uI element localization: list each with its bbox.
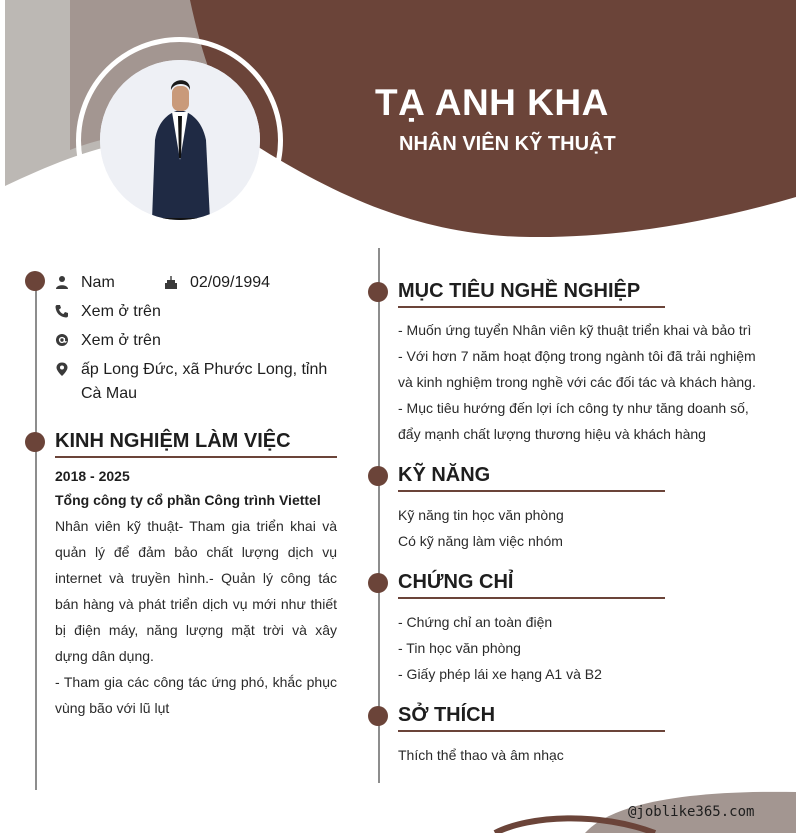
objective-dot	[368, 282, 388, 302]
certificate-item: - Tin học văn phòng	[398, 640, 521, 656]
certificate-item: - Giấy phép lái xe hạng A1 và B2	[398, 666, 602, 682]
objective-item: - Muốn ứng tuyển Nhân viên kỹ thuật triển khai và bảo trì	[398, 322, 752, 338]
certificate-item: - Chứng chỉ an toàn điện	[398, 614, 553, 630]
hobbies-title: SỞ THÍCH	[398, 704, 665, 732]
skill-item: Có kỹ năng làm việc nhóm	[398, 533, 563, 549]
watermark: @joblike365.com	[628, 804, 755, 820]
experience-company: Tổng công ty cổ phần Công trình Viettel	[55, 492, 321, 508]
hobbies-list	[398, 742, 564, 768]
birthday-row	[164, 271, 270, 295]
hobbies-dot	[368, 706, 388, 726]
gender-row	[55, 271, 115, 295]
left-timeline	[35, 285, 37, 790]
birthday-value: 02/09/1994	[190, 274, 271, 291]
email-value: Xem ở trên	[81, 332, 161, 349]
experience-description-para: Nhân viên kỹ thuật- Tham gia triển khai và quản lý để đảm bảo chất lượng dịch vụ internet và truyền hình.- Quản lý công tác bán hàng và phát triển dịch vụ mới như thiết bị điện máy, năng lượng mặt trời và xây dựng dân dụng.	[55, 518, 337, 664]
candidate-name: TẠ ANH KHA	[375, 82, 609, 123]
experience-description-para: - Tham gia các công tác ứng phó, khắc phục vùng bão với lũ lụt	[55, 674, 337, 716]
person-icon	[55, 271, 81, 289]
right-timeline	[378, 248, 380, 783]
gender-value: Nam	[81, 274, 115, 291]
skills-dot	[368, 466, 388, 486]
cake-icon	[164, 271, 190, 289]
certificates-title: CHỨNG CHỈ	[398, 571, 665, 599]
phone-icon	[55, 300, 81, 318]
at-icon	[55, 329, 81, 347]
hobby-item: Thích thể thao và âm nhạc	[398, 747, 564, 763]
skills-title: KỸ NĂNG	[398, 464, 665, 492]
location-pin-icon	[55, 358, 81, 376]
objective-item: - Mục tiêu hướng đến lợi ích công ty như tăng doanh số, đẩy mạnh chất lượng thương hiệu và khách hàng	[398, 400, 749, 442]
certificates-dot	[368, 573, 388, 593]
profile-photo	[100, 60, 260, 220]
contact-dot	[25, 271, 45, 291]
experience-period: 2018 - 2025	[55, 468, 130, 484]
objective-item: - Với hơn 7 năm hoạt động trong ngành tôi đã trải nghiệm và kinh nghiệm trong nghề với các đối tác và khách hàng.	[398, 348, 756, 390]
objective-title: MỤC TIÊU NGHỀ NGHIỆP	[398, 280, 665, 308]
experience-dot	[25, 432, 45, 452]
skills-list	[398, 502, 564, 554]
experience-title: KINH NGHIỆM LÀM VIỆC	[55, 430, 337, 458]
address-value: ấp Long Đức, xã Phước Long, tỉnh Cà Mau	[81, 361, 328, 402]
job-title: NHÂN VIÊN KỸ THUẬT	[399, 133, 616, 155]
objective-list	[398, 317, 768, 447]
skill-item: Kỹ năng tin học văn phòng	[398, 507, 564, 523]
phone-row	[55, 300, 161, 324]
experience-description	[55, 513, 337, 721]
address-row	[55, 358, 337, 406]
phone-value: Xem ở trên	[81, 303, 161, 320]
certificates-list	[398, 609, 602, 687]
email-row	[55, 329, 161, 353]
